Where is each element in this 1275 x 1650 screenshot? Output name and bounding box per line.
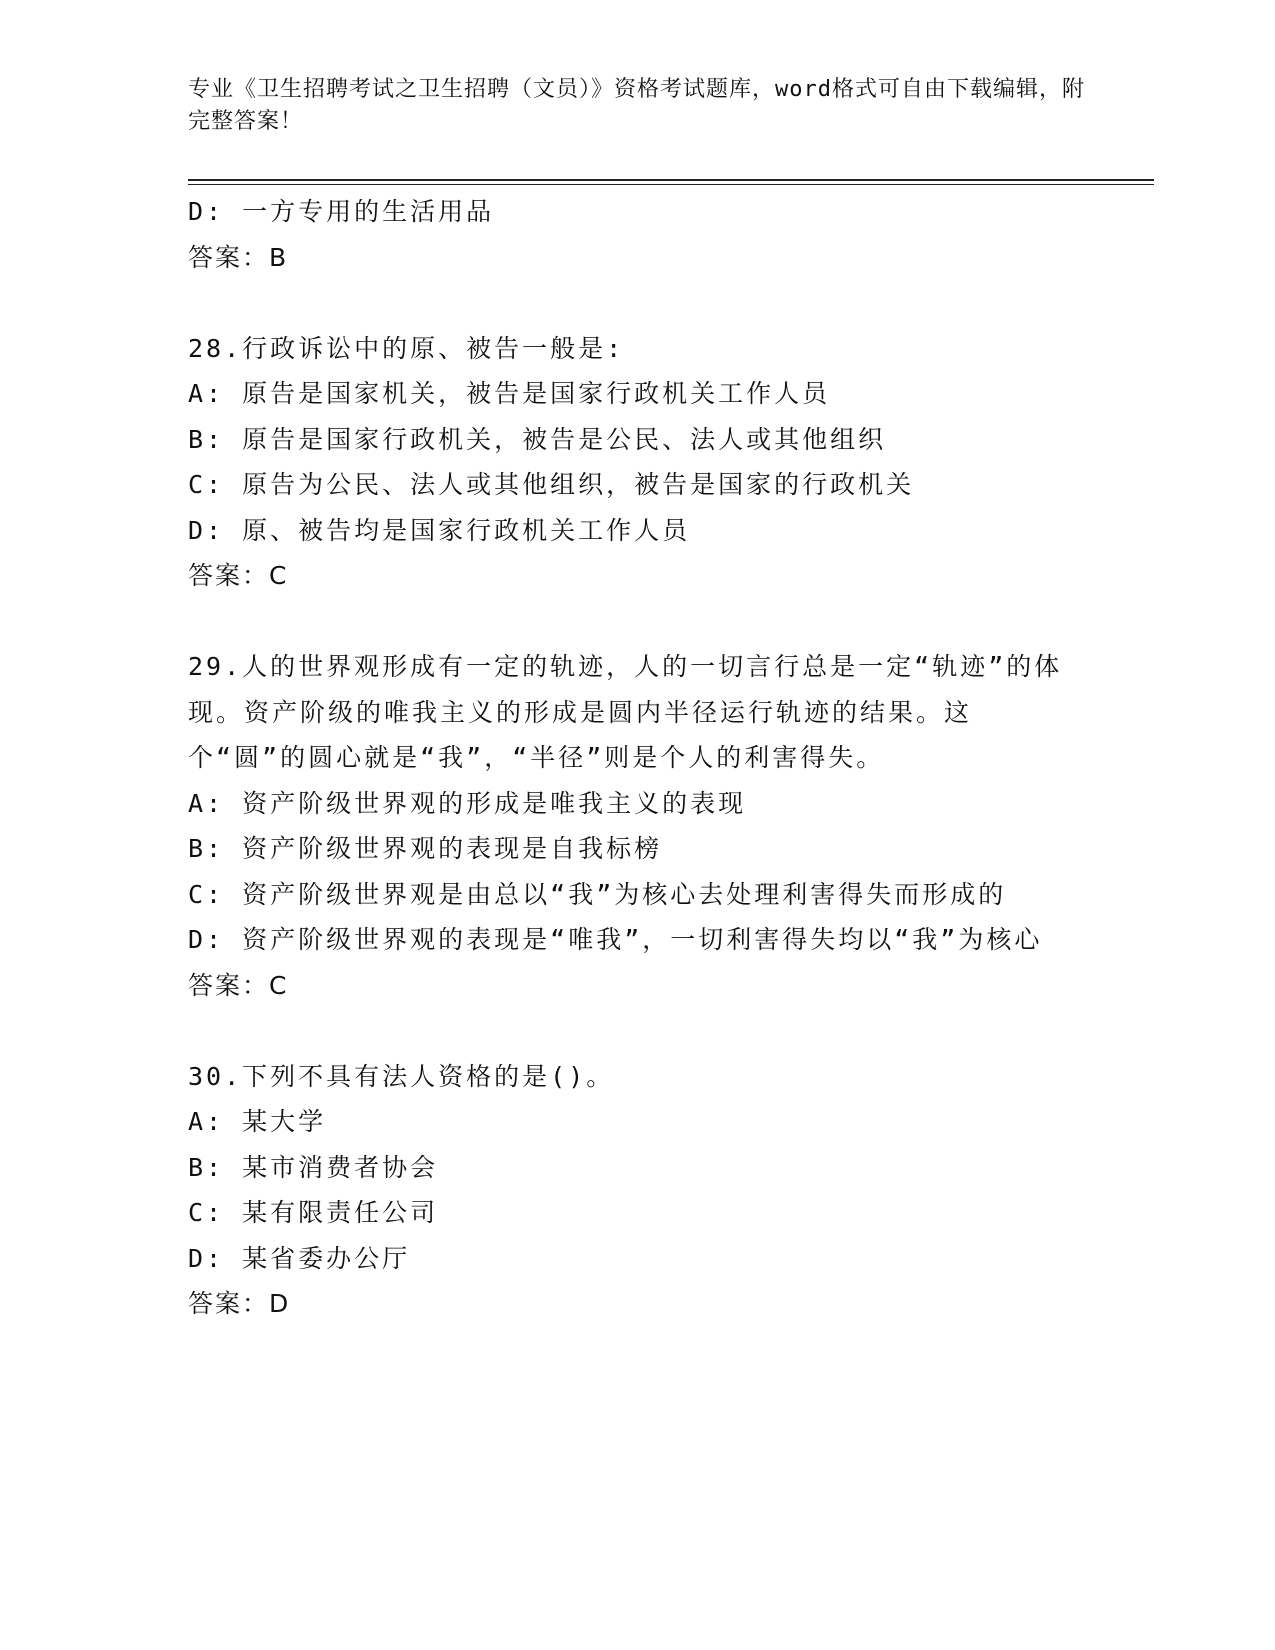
header-intro: 专业《卫生招聘考试之卫生招聘（文员）》资格考试题库，word格式可自由下载编辑，附完整答案！ <box>188 77 1085 134</box>
option-d: D: 资产阶级世界观的表现是“唯我”，一切利害得失均以“我”为核心 <box>188 925 1043 954</box>
answer: 答案：D <box>188 1289 291 1318</box>
spacer <box>188 1008 1088 1054</box>
option-a: A: 某大学 <box>188 1107 327 1136</box>
option-b: B: 某市消费者协会 <box>188 1152 439 1182</box>
option-c: C: 资产阶级世界观是由总以“我”为核心去处理利害得失而形成的 <box>188 879 1007 909</box>
option-b: B: 原告是国家行政机关，被告是公民、法人或其他组织 <box>188 424 887 454</box>
question-29 <box>188 644 1088 1008</box>
option-a: A: 原告是国家机关，被告是国家行政机关工作人员 <box>188 379 831 408</box>
option-b: B: 资产阶级世界观的表现是自我标榜 <box>188 834 663 863</box>
question-text: 29.人的世界观形成有一定的轨迹，人的一切言行总是一定“轨迹”的体现。资产阶级的唯我主义的形成是圆内半径运行轨迹的结果。这个“圆”的圆心就是“我”，“半径”则是个人的利害得失。 <box>188 652 1063 772</box>
question-list <box>188 189 1088 1327</box>
question-text: 28.行政诉讼中的原、被告一般是: <box>188 333 625 363</box>
option-c: C: 某有限责任公司 <box>188 1198 439 1227</box>
spacer <box>188 599 1088 645</box>
spacer <box>188 280 1088 326</box>
option-d: D: 某省委办公厅 <box>188 1243 411 1273</box>
header-divider-thick <box>188 179 1154 181</box>
header-divider-thin <box>188 184 1154 185</box>
prev-answer: 答案：B <box>188 242 289 272</box>
answer: 答案：C <box>188 561 289 590</box>
prev-option-d: D: 一方专用的生活用品 <box>188 197 495 226</box>
option-a: A: 资产阶级世界观的形成是唯我主义的表现 <box>188 788 747 818</box>
question-text: 30.下列不具有法人资格的是()。 <box>188 1061 615 1091</box>
answer: 答案：C <box>188 970 289 1000</box>
option-d: D: 原、被告均是国家行政机关工作人员 <box>188 515 691 545</box>
question-28 <box>188 326 1088 599</box>
option-c: C: 原告为公民、法人或其他组织，被告是国家的行政机关 <box>188 470 915 499</box>
question-30 <box>188 1054 1088 1327</box>
document-header <box>188 74 1088 138</box>
